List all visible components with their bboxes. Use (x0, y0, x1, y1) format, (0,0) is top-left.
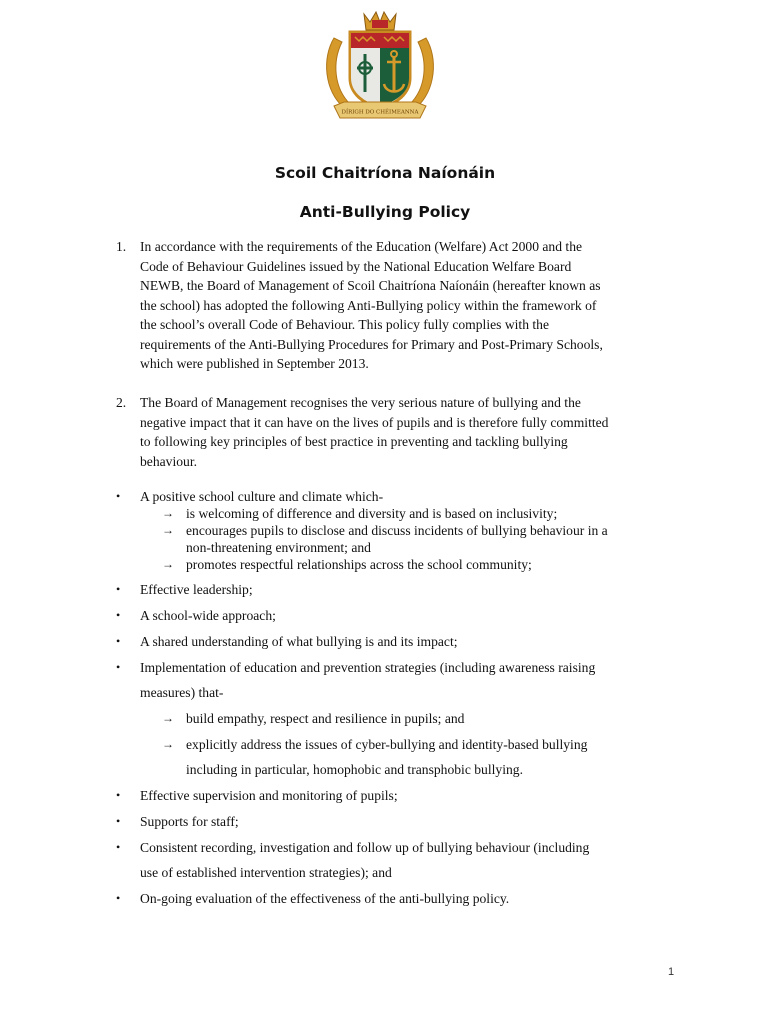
bullet-icon: • (116, 582, 121, 596)
bullet-item: A school-wide approach; (140, 608, 276, 623)
page-number: 1 (668, 966, 675, 978)
arrow-icon: → (162, 711, 174, 725)
bullet-icon: • (116, 840, 121, 854)
bullet-icon: • (116, 608, 121, 622)
bullet-icon: • (116, 660, 121, 674)
bullet-item: Supports for staff; (140, 814, 239, 829)
sub-bullet-item: is welcoming of difference and diversity and is based on inclusivity; (186, 506, 558, 521)
bullet-icon: • (116, 788, 121, 802)
paragraph-number: 2. (116, 395, 127, 410)
bullet-item: Consistent recording, investigation and follow up of bullying behaviour (including (140, 840, 590, 855)
bullet-item: Implementation of education and prevention strategies (including awareness raising (140, 660, 596, 675)
paragraph-line: to following key principles of best practice in preventing and tackling bullying (140, 434, 568, 449)
paragraph-line: The Board of Management recognises the very serious nature of bullying and the (140, 395, 581, 410)
bullet-icon: • (116, 814, 121, 828)
bullet-item: A positive school culture and climate which- (140, 489, 384, 504)
sub-bullet-item: including in particular, homophobic and transphobic bullying. (186, 762, 523, 777)
school-name-heading: Scoil Chaitríona Naíonáin (274, 164, 496, 182)
sub-bullet-item: promotes respectful relationships across the school community; (186, 557, 532, 572)
paragraph-line: the school’s overall Code of Behaviour. This policy fully complies with the (140, 317, 550, 332)
paragraph-line: Code of Behaviour Guidelines issued by the National Education Welfare Board (140, 258, 572, 274)
svg-text:DÍRIGH DO CHÉIMEANNA: DÍRIGH DO CHÉIMEANNA (341, 109, 419, 116)
bullet-icon: • (116, 891, 121, 905)
paragraph-line: NEWB, the Board of Management of Scoil Chaitríona Naíonáin (hereafter known as (140, 278, 601, 293)
bullet-item: Effective leadership; (140, 582, 253, 597)
paragraph-line: negative impact that it can have on the lives of pupils and is therefore fully committed (140, 414, 609, 430)
arrow-icon: → (162, 523, 174, 537)
paragraph-line: requirements of the Anti-Bullying Procedures for Primary and Post-Primary Schools, (140, 336, 603, 352)
bullet-icon: • (116, 634, 121, 648)
bullet-item-continued: measures) that- (140, 685, 224, 700)
sub-bullet-item: build empathy, respect and resilience in pupils; and (186, 711, 465, 726)
school-crest-icon (320, 8, 440, 124)
bullet-item: A shared understanding of what bullying is and its impact; (140, 634, 458, 649)
arrow-icon: → (162, 506, 174, 520)
paragraph-line: which were published in September 2013. (140, 356, 369, 371)
bullet-item: On-going evaluation of the effectiveness of the anti-bullying policy. (140, 891, 510, 906)
paragraph-line: In accordance with the requirements of the Education (Welfare) Act 2000 and the (140, 239, 583, 254)
bullet-icon: • (116, 489, 121, 503)
paragraph-line: behaviour. (140, 453, 198, 469)
bullet-item: Effective supervision and monitoring of pupils; (140, 788, 398, 803)
paragraph-number: 1. (116, 239, 127, 254)
bullet-item-continued: use of established intervention strategies); and (140, 865, 392, 880)
arrow-icon: → (162, 557, 174, 571)
sub-bullet-item: encourages pupils to disclose and discuss incidents of bullying behaviour in a (186, 523, 608, 538)
sub-bullet-item: non-threatening environment; and (186, 540, 371, 555)
paragraph-line: the school) has adopted the following Anti-Bullying policy within the framework of (140, 297, 597, 313)
sub-bullet-item: explicitly address the issues of cyber-bullying and identity-based bullying (186, 737, 588, 752)
policy-title-heading: Anti-Bullying Policy (299, 203, 471, 221)
arrow-icon: → (162, 737, 174, 751)
